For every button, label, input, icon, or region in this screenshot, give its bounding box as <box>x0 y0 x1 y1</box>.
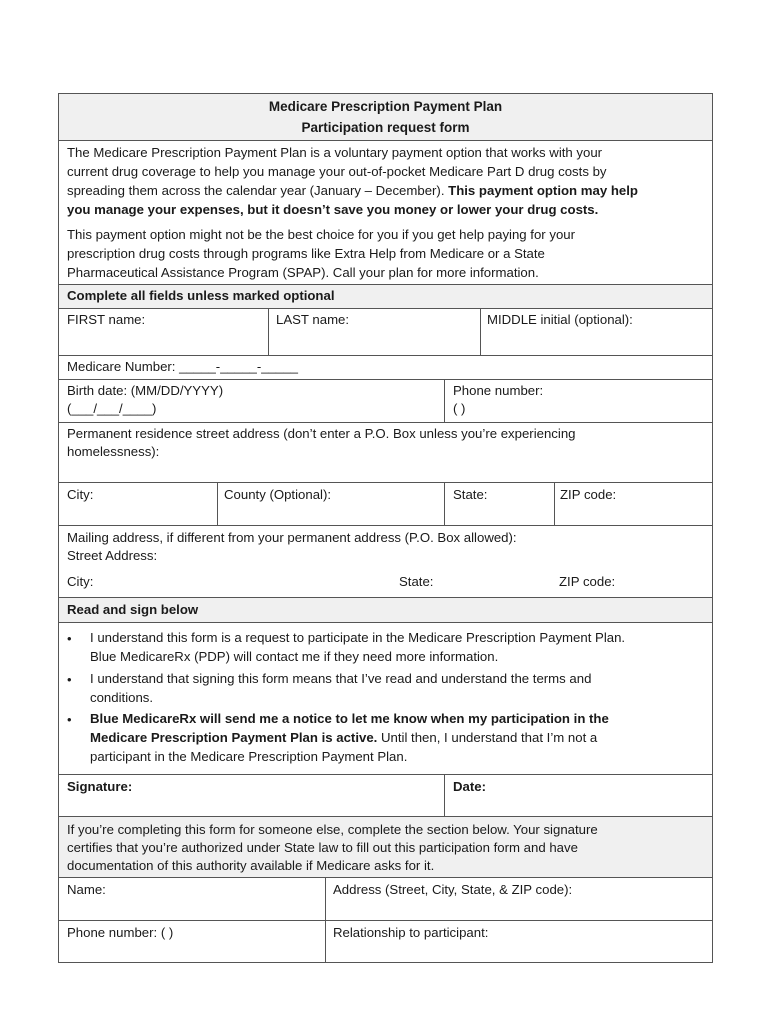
last-name-field[interactable] <box>268 309 480 355</box>
intro-p1-line3-plain: spreading them across the calendar year (January – December). <box>67 183 449 198</box>
phone-blank: ( ) <box>453 401 466 416</box>
bullet-2-line1: I understand that signing this form means that I’ve read and understand the terms and <box>90 671 592 686</box>
signature-row <box>59 774 712 816</box>
birth-phone-row <box>59 379 712 422</box>
bullet-1-line2: Blue MedicareRx (PDP) will contact me if they need more information. <box>90 649 499 664</box>
complete-fields-label: Complete all fields unless marked optional <box>67 288 335 303</box>
representative-name-field[interactable] <box>59 878 325 920</box>
signature-field[interactable] <box>59 775 444 816</box>
bullet-3-line2-plain: Until then, I understand that I’m not a <box>377 730 598 745</box>
representative-name-label: Name: <box>67 882 106 897</box>
representative-line3: documentation of this authority available if Medicare asks for it. <box>67 858 435 873</box>
middle-initial-field[interactable] <box>480 309 712 355</box>
intro-p1-line1: The Medicare Prescription Payment Plan is a voluntary payment option that works with your <box>67 145 603 160</box>
form-title: Medicare Prescription Payment Plan <box>268 99 503 114</box>
date-field[interactable] <box>444 775 712 816</box>
mailing-city-label: City: <box>67 574 94 589</box>
mailing-address-field[interactable] <box>59 525 712 597</box>
state-field[interactable] <box>444 483 554 525</box>
mailing-street-label: Street Address: <box>67 548 158 563</box>
intro-p1-line3-bold: This payment option may help <box>448 183 638 198</box>
residence-address-field[interactable] <box>59 422 712 482</box>
bullet-1-line1: I understand this form is a request to participate in the Medicare Prescription Payment Plan. <box>90 630 626 645</box>
first-name-label: FIRST name: <box>67 312 146 327</box>
intro-p2-line3: Pharmaceutical Assistance Program (SPAP). Call your plan for more information. <box>67 265 539 280</box>
bullet-3-line1: Blue MedicareRx will send me a notice to let me know when my participation in the <box>90 711 609 726</box>
representative-line1: If you’re completing this form for someone else, complete the section below. Your signature <box>67 822 598 837</box>
intro-p2-line1: This payment option might not be the best choice for you if you get help paying for your <box>67 227 576 242</box>
read-sign-header <box>59 597 712 622</box>
bullet-3-line2-bold: Medicare Prescription Payment Plan is active. <box>90 730 378 745</box>
zip-field[interactable] <box>554 483 712 525</box>
form-header <box>59 94 712 140</box>
mailing-state-label: State: <box>399 574 434 589</box>
name-row <box>59 308 712 355</box>
bullet-1-glyph: • <box>67 631 72 646</box>
relationship-label: Relationship to participant: <box>333 925 489 940</box>
date-label: Date: <box>453 779 486 794</box>
state-label: State: <box>453 487 488 502</box>
representative-intro <box>59 816 712 877</box>
mailing-zip-label: ZIP code: <box>559 574 616 589</box>
form-subtitle: Participation request form <box>301 120 470 135</box>
bullet-3-glyph: • <box>67 712 72 727</box>
representative-phone-row <box>59 920 712 962</box>
middle-initial-label: MIDDLE initial (optional): <box>487 312 633 327</box>
birth-date-field[interactable] <box>59 380 444 422</box>
read-sign-label: Read and sign below <box>67 602 199 617</box>
representative-name-row <box>59 877 712 920</box>
phone-field[interactable] <box>444 380 712 422</box>
mailing-label-line1: Mailing address, if different from your permanent address (P.O. Box allowed): <box>67 530 517 545</box>
intro-p2-line2: prescription drug costs through programs like Extra Help from Medicare or a State <box>67 246 545 261</box>
birth-date-blank: (___/___/____) <box>67 401 157 416</box>
residence-label-line2: homelessness): <box>67 444 160 459</box>
relationship-field[interactable] <box>325 921 712 962</box>
representative-line2: certifies that you’re authorized under State law to fill out this participation form and have <box>67 840 578 855</box>
county-label: County (Optional): <box>224 487 332 502</box>
intro-p1-line4: you manage your expenses, but it doesn’t save you money or lower your drug costs. <box>67 202 599 217</box>
first-name-field[interactable] <box>59 309 268 355</box>
medicare-number-field[interactable] <box>59 355 712 379</box>
bullet-3-line3: participant in the Medicare Prescription Payment Plan. <box>90 749 408 764</box>
representative-phone-field[interactable] <box>59 921 325 962</box>
participation-request-form <box>58 93 713 963</box>
signature-label: Signature: <box>67 779 133 794</box>
bullet-2-line2: conditions. <box>90 690 154 705</box>
city-field[interactable] <box>59 483 217 525</box>
last-name-label: LAST name: <box>276 312 350 327</box>
intro-p1-line2: current drug coverage to help you manage your out-of-pocket Medicare Part D drug costs by <box>67 164 607 179</box>
intro-section <box>59 140 712 284</box>
complete-fields-header <box>59 284 712 308</box>
county-field[interactable] <box>217 483 444 525</box>
phone-label: Phone number: <box>453 383 544 398</box>
birth-date-label: Birth date: (MM/DD/YYYY) <box>67 383 224 398</box>
city-label: City: <box>67 487 94 502</box>
residence-label-line1: Permanent residence street address (don’t enter a P.O. Box unless you’re experiencing <box>67 426 576 441</box>
representative-phone-label: Phone number: ( ) <box>67 925 174 940</box>
representative-address-label: Address (Street, City, State, & ZIP code): <box>333 882 573 897</box>
terms-section <box>59 622 712 774</box>
bullet-2-glyph: • <box>67 672 72 687</box>
representative-address-field[interactable] <box>325 878 712 920</box>
bullet-3-line2 <box>90 729 597 748</box>
zip-label: ZIP code: <box>560 487 617 502</box>
intro-p1-line3 <box>67 182 638 201</box>
city-row <box>59 482 712 525</box>
medicare-number-label: Medicare Number: _____-_____-_____ <box>67 359 298 374</box>
